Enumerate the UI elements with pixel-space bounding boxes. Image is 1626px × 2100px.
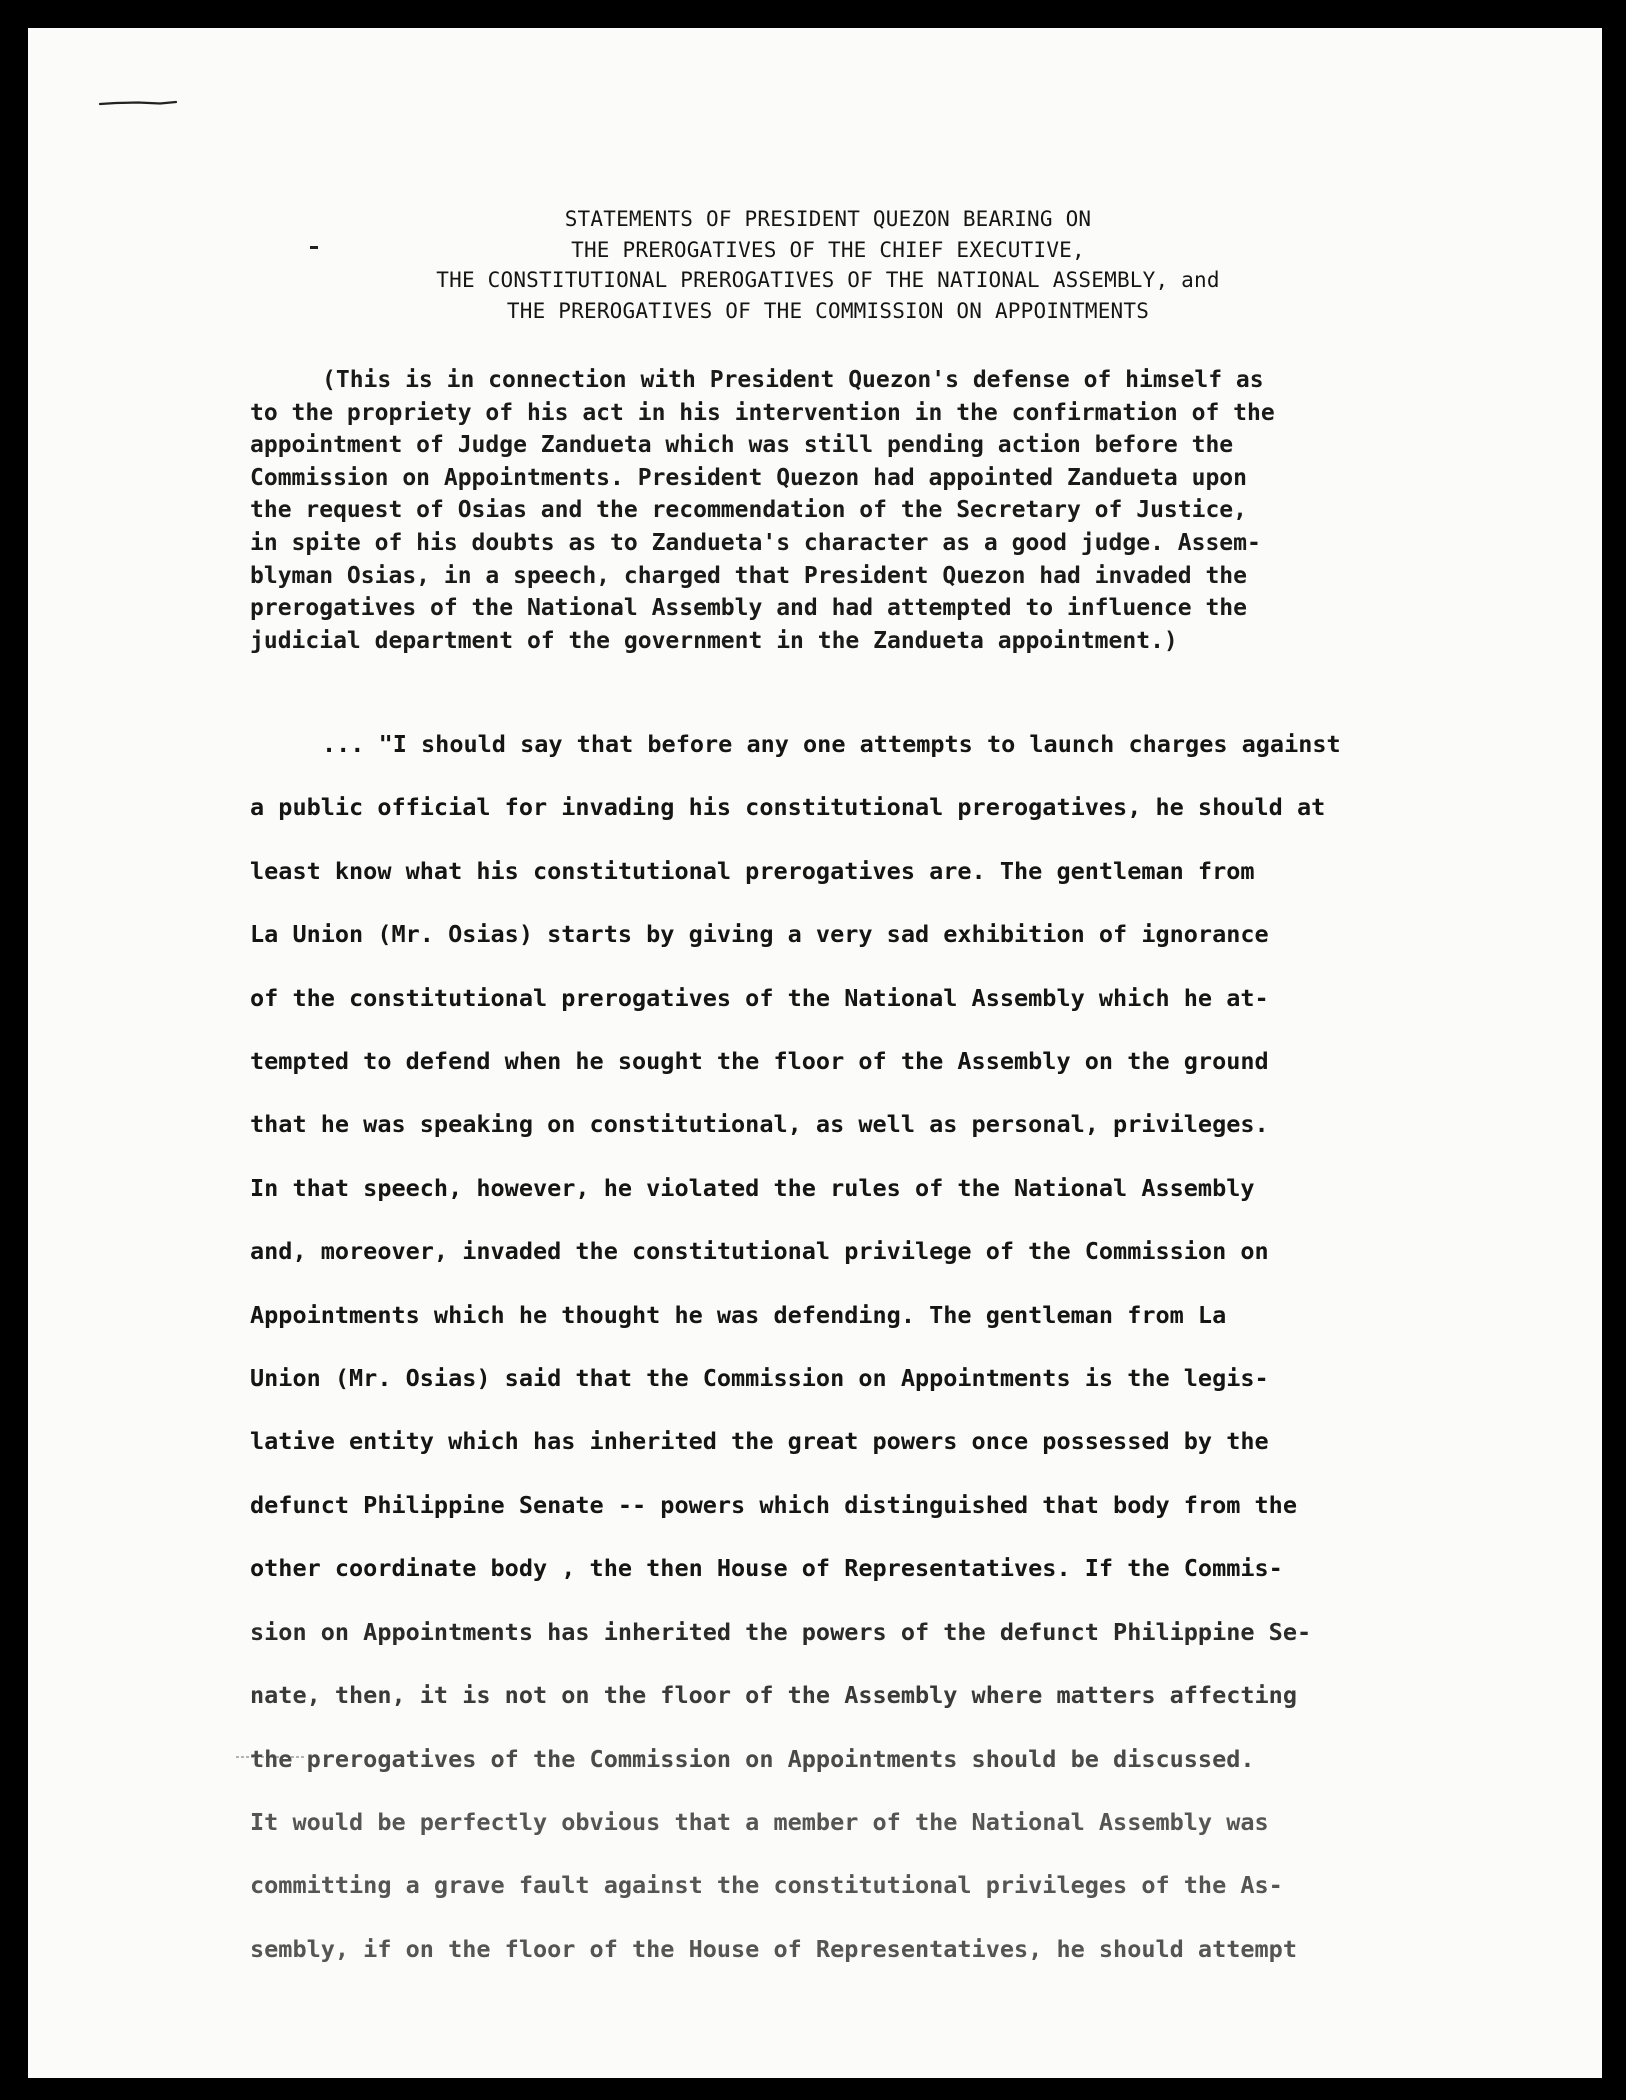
intro-paragraph bbox=[250, 364, 1540, 657]
intro-line: (This is in connection with President Quezon's defense of himself as bbox=[322, 367, 1264, 393]
intro-line: in spite of his doubts as to Zandueta's character as a good judge. Assem- bbox=[250, 529, 1261, 556]
intro-line: judicial department of the government in the Zandueta appointment.) bbox=[250, 627, 1178, 654]
intro-line: blyman Osias, in a speech, charged that President Quezon had invaded the bbox=[250, 562, 1247, 589]
title-line: STATEMENTS OF PRESIDENT QUEZON BEARING ON bbox=[564, 207, 1092, 231]
body-line: committing a grave fault against the constitutional privileges of the As- bbox=[250, 1871, 1283, 1900]
title-line: THE PREROGATIVES OF THE COMMISSION ON APPOINTMENTS bbox=[506, 298, 1150, 323]
body-line: nate, then, it is not on the floor of the Assembly where matters affecting bbox=[250, 1681, 1297, 1710]
body-line: that he was speaking on constitutional, as well as personal, privileges. bbox=[250, 1110, 1269, 1139]
body-line: In that speech, however, he violated the rules of the National Assembly bbox=[250, 1173, 1255, 1202]
title-line: THE PREROGATIVES OF THE CHIEF EXECUTIVE, bbox=[571, 237, 1085, 262]
body-line: sembly, if on the floor of the House of Representatives, he should attempt bbox=[250, 1934, 1297, 1963]
corner-pen-mark bbox=[98, 100, 178, 106]
document-title bbox=[228, 204, 1428, 326]
body-line: other coordinate body , the then House of Representatives. If the Commis- bbox=[250, 1554, 1283, 1583]
body-line: tempted to defend when he sought the floor of the Assembly on the ground bbox=[250, 1047, 1269, 1076]
body-line: ... "I should say that before any one attempts to launch charges against bbox=[322, 730, 1341, 758]
intro-line: the request of Osias and the recommendation of the Secretary of Justice, bbox=[250, 497, 1247, 524]
body-line: a public official for invading his constitutional prerogatives, he should at bbox=[250, 793, 1326, 822]
title-line: THE CONSTITUTIONAL PREROGATIVES OF THE NATIONAL ASSEMBLY, and bbox=[436, 268, 1220, 292]
body-line: and, moreover, invaded the constitutional privilege of the Commission on bbox=[250, 1237, 1269, 1266]
body-line: sion on Appointments has inherited the powers of the defunct Philippine Se- bbox=[250, 1617, 1312, 1646]
intro-line: to the propriety of his act in his intervention in the confirmation of the bbox=[250, 399, 1275, 426]
body-line: Appointments which he thought he was defending. The gentleman from La bbox=[250, 1300, 1227, 1329]
body-line: least know what his constitutional prerogatives are. The gentleman from bbox=[250, 856, 1255, 885]
body-line: defunct Philippine Senate -- powers which distinguished that body from the bbox=[250, 1490, 1297, 1519]
body-line: the prerogatives of the Commission on Appointments should be discussed. bbox=[250, 1744, 1255, 1773]
document-page bbox=[28, 28, 1602, 2078]
intro-line: appointment of Judge Zandueta which was still pending action before the bbox=[250, 432, 1234, 459]
body-paragraph bbox=[250, 713, 1540, 1981]
body-line: It would be perfectly obvious that a member of the National Assembly was bbox=[250, 1807, 1269, 1836]
body-line: La Union (Mr. Osias) starts by giving a very sad exhibition of ignorance bbox=[250, 920, 1269, 949]
body-line: lative entity which has inherited the great powers once possessed by the bbox=[250, 1427, 1269, 1456]
intro-line: prerogatives of the National Assembly and had attempted to influence the bbox=[250, 595, 1247, 622]
intro-line: Commission on Appointments. President Quezon had appointed Zandueta upon bbox=[250, 464, 1247, 491]
body-line: Union (Mr. Osias) said that the Commission on Appointments is the legis- bbox=[250, 1364, 1269, 1393]
body-line: of the constitutional prerogatives of the National Assembly which he at- bbox=[250, 983, 1269, 1012]
